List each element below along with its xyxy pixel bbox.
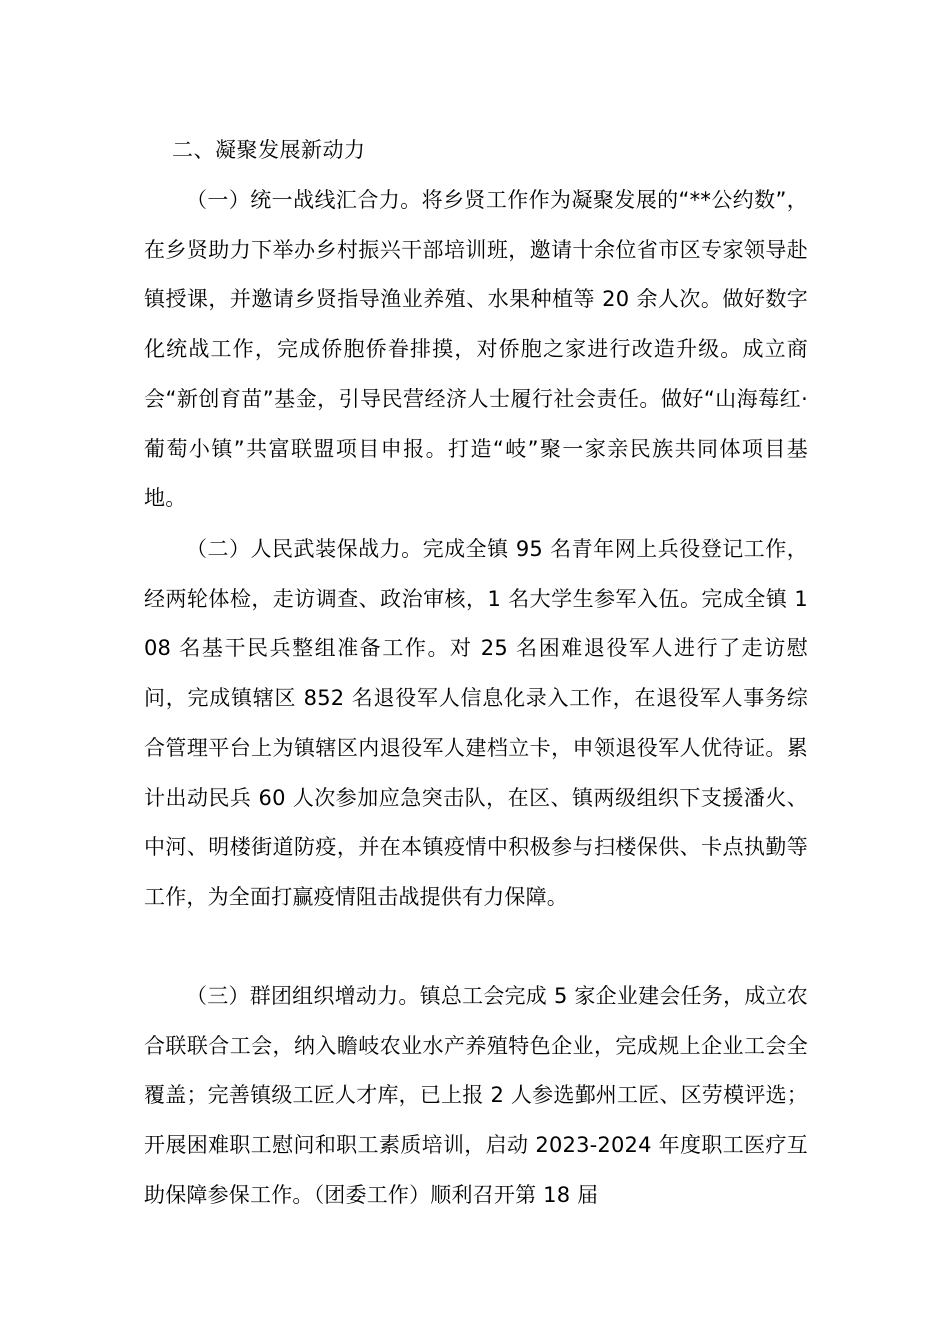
section-heading: 二、凝聚发展新动力: [172, 138, 366, 162]
paragraph-peoples-armed-forces: （二）人民武装保战力。完成全镇 95 名青年网上兵役登记工作，经两轮体检，走访调查、政治审核，1 名大学生参军入伍。完成全镇 108 名基干民兵整组准备工作。对 25 名困难退役军人进行了走访慰问，完成镇辖区 852 名退役军人信息化录入工作，在退役军人事务综合管理平台上为镇辖区内退役军人建档立卡，申领退役军人优待证。累计出动民兵 60 人次参加应急突击队，在区、镇两级组织下支援潘火、中河、明楼街道防疫，并在本镇疫情中积极参与扫楼保供、卡点执勤等工作，为全面打赢疫情阻击战提供有力保障。: [144, 537, 808, 909]
paragraph-mass-organizations: （三）群团组织增动力。镇总工会完成 5 家企业建会任务，成立农合联联合工会，纳入瞻岐农业水产养殖特色企业，完成规上企业工会全覆盖；完善镇级工匠人才库，已上报 2 人参选鄞州工匠、区劳模评选；开展困难职工慰问和职工素质培训，启动 2023-2024 年度职工医疗互助保障参保工作。（团委工作）顺利召开第 18 届: [144, 984, 808, 1207]
paragraph-united-front: （一）统一战线汇合力。将乡贤工作作为凝聚发展的“**公约数”，在乡贤助力下举办乡村振兴干部培训班，邀请十余位省市区专家领导赴镇授课，并邀请乡贤指导渔业养殖、水果种植等 20 余人次。做好数字化统战工作，完成侨胞侨眷排摸，对侨胞之家进行改造升级。成立商会“新创育苗”基金，引导民营经济人士履行社会责任。做好“山海莓红·葡萄小镇”共富联盟项目申报。打造“岐”聚一家亲民族共同体项目基地。: [144, 188, 808, 511]
